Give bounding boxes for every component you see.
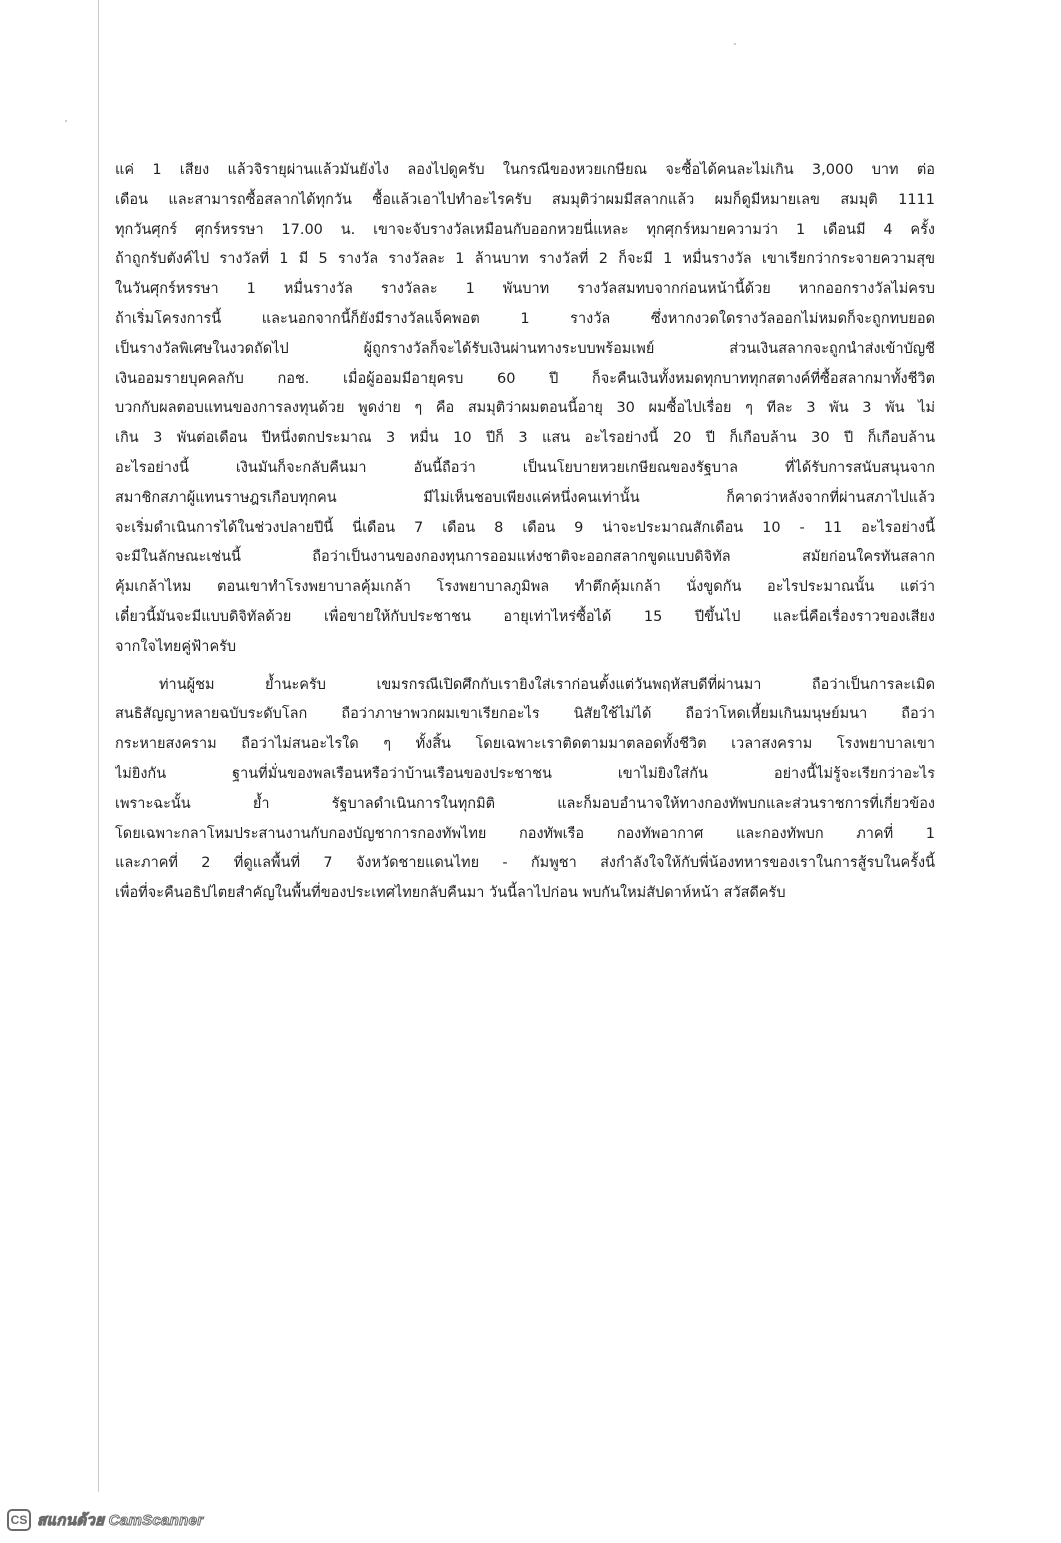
text-line: สนธิสัญญาหลายฉบับระดับโลก ถือว่าภาษาพวกผมเขาเรียกอะไร นิสัยใช้ไม่ได้ ถือว่าโหดเหี้ยมเกินมนุษย์มนา ถือว่า: [115, 706, 935, 723]
paragraph-lottery: [115, 156, 935, 663]
text-line: โดยเฉพาะกลาโหมประสานงานกับกองบัญชาการกองทัพไทย กองทัพเรือ กองทัพอากาศ และกองทัพบก ภาคที่ 1: [115, 825, 935, 842]
text-line: สมาชิกสภาผู้แทนราษฎรเกือบทุกคน มีไม่เห็นชอบเพียงแค่หนึ่งคนเท่านั้น ก็คาดว่าหลังจากที่ผ่านสภาไปแล้ว: [115, 489, 935, 506]
text-line: เพราะฉะนั้น ย้ำ รัฐบาลดำเนินการในทุกมิติ และก็มอบอำนาจให้ทางกองทัพบกและส่วนราชการที่เกี่ยวข้อง: [115, 795, 935, 812]
text-line: ท่านผู้ชม ย้ำนะครับ เขมรกรณีเปิดศึกกับเรายิงใส่เราก่อนตั้งแต่วันพฤหัสบดีที่ผ่านมา ถือว่าเป็นการละเมิด: [159, 676, 935, 693]
text-line: ถ้าเริ่มโครงการนี้ และนอกจากนี้ก็ยังมีรางวัลแจ็คพอต 1 รางวัล ซึ่งหากงวดใดรางวัลออกไม่หมดก็จะถูกทบยอด: [115, 310, 935, 327]
text-line: จะมีในลักษณะเช่นนี้ ถือว่าเป็นงานของกองทุนการออมแห่งชาติจะออกสลากขูดแบบดิจิทัล สมัยก่อนใครทันสลาก: [115, 549, 935, 566]
camscanner-logo-icon: CS: [7, 1509, 31, 1531]
text-line: อะไรอย่างนี้ เงินมันก็จะกลับคืนมา อันนี้ถือว่า เป็นนโยบายหวยเกษียณของรัฐบาล ที่ได้รับการสนับสนุนจาก: [115, 459, 935, 476]
text-line: คุ้มเกล้าไหม ตอนเขาทำโรงพยาบาลคุ้มเกล้า โรงพยาบาลภูมิพล ทำตึกคุ้มเกล้า นั่งขูดกัน อะไรประมาณนั้น แต่ว่า: [115, 579, 935, 596]
text-line: แค่ 1 เสียง แล้วจิรายุผ่านแล้วมันยังไง ลองไปดูครับ ในกรณีของหวยเกษียณ จะซื้อได้คนละไม่เกิน 3,000 บาท ต่อ: [115, 162, 935, 178]
camscanner-label: สแกนด้วย CamScanner: [37, 1512, 204, 1529]
camscanner-watermark: [7, 1507, 203, 1533]
text-line: เกิน 3 พันต่อเดือน ปีหนึ่งตกประมาณ 3 หมื่น 10 ปีก็ 3 แสน อะไรอย่างนี้ 20 ปี ก็เกือบล้าน 30 ปี ก็เกือบล้าน: [115, 430, 935, 447]
scan-fold-line: [98, 0, 99, 1492]
text-line: เป็นรางวัลพิเศษในงวดถัดไป ผู้ถูกรางวัลก็จะได้รับเงินผ่านทางระบบพร้อมเพย์ ส่วนเงินสลากจะถูกนำส่งเข้าบัญชี: [115, 340, 935, 357]
scan-speck: [734, 43, 736, 45]
body-text: [115, 156, 935, 909]
text-line: ทุกวันศุกร์ ศุกร์หรรษา 17.00 น. เขาจะจับรางวัลเหมือนกับออกหวยนี่แหละ ทุกศุกร์หมายความว่า 1 เดือนมี 4 ครั้ง: [115, 221, 935, 238]
scan-speck: [65, 120, 67, 122]
text-line: เดือน และสามารถซื้อสลากได้ทุกวัน ซื้อแล้วเอาไปทำอะไรครับ สมมุติว่าผมมีสลากแล้ว ผมก็ดูมีหมายเลข สมมุติ 1111: [115, 191, 935, 208]
text-line: ไม่ยิงกัน ฐานที่มั่นของพลเรือนหรือว่าบ้านเรือนของประชาชน เขาไม่ยิงใส่กัน อย่างนี้ไม่รู้จะเรียกว่าอะไร: [115, 765, 935, 782]
text-line: ถ้าถูกรับตังค์ไป รางวัลที่ 1 มี 5 รางวัล รางวัลละ 1 ล้านบาท รางวัลที่ 2 ก็จะมี 1 หมื่นรางวัล เขาเรียกว่ากระจายความสุข: [115, 251, 935, 268]
text-line: เดี๋ยวนี้มันจะมีแบบดิจิทัลด้วย เพื่อขายให้กับประชาชน อายุเท่าไหร่ซื้อได้ 15 ปีขึ้นไป และนี่คือเรื่องราวของเสียง: [115, 608, 935, 625]
text-line: บวกกับผลตอบแทนของการลงทุนด้วย พูดง่าย ๆ คือ สมมุติว่าผมตอนนี้อายุ 30 ผมซื้อไปเรื่อย ๆ ทีละ 3 พัน 3 พัน ไม่: [115, 400, 935, 417]
text-line: จากใจไทยคู่ฟ้าครับ: [115, 638, 237, 655]
text-line: กระหายสงคราม ถือว่าไม่สนอะไรใด ๆ ทั้งสิ้น โดยเฉพาะเราติดตามมาตลอดทั้งชีวิต เวลาสงคราม โรงพยาบาลเขา: [115, 736, 935, 753]
paragraph-border-conflict: [115, 671, 935, 909]
text-line: จะเริ่มดำเนินการได้ในช่วงปลายปีนี้ นี่เดือน 7 เดือน 8 เดือน 9 น่าจะประมาณสักเดือน 10 - 11 อะไรอย่างนี้: [115, 519, 935, 536]
text-line: เพื่อที่จะคืนอธิปไตยสำคัญในพื้นที่ของประเทศไทยกลับคืนมา วันนี้ลาไปก่อน พบกันใหม่สัปดาห์หน้า สวัสดีครับ: [115, 885, 786, 902]
text-line: เงินออมรายบุคคลกับ กอช. เมื่อผู้ออมมีอายุครบ 60 ปี ก็จะคืนเงินทั้งหมดทุกบาททุกสตางค์ที่ซื้อสลากมาทั้งชีวิต: [115, 370, 935, 387]
text-line: ในวันศุกร์หรรษา 1 หมื่นรางวัล รางวัลละ 1 พันบาท รางวัลสมทบจากก่อนหน้านี้ด้วย หากออกรางวัลไม่ครบ: [115, 281, 935, 298]
text-line: และภาคที่ 2 ที่ดูแลพื้นที่ 7 จังหวัดชายแดนไทย - กัมพูชา ส่งกำลังใจให้กับพี่น้องทหารของเราในการสู้รบในครั้งนี้: [115, 855, 935, 872]
